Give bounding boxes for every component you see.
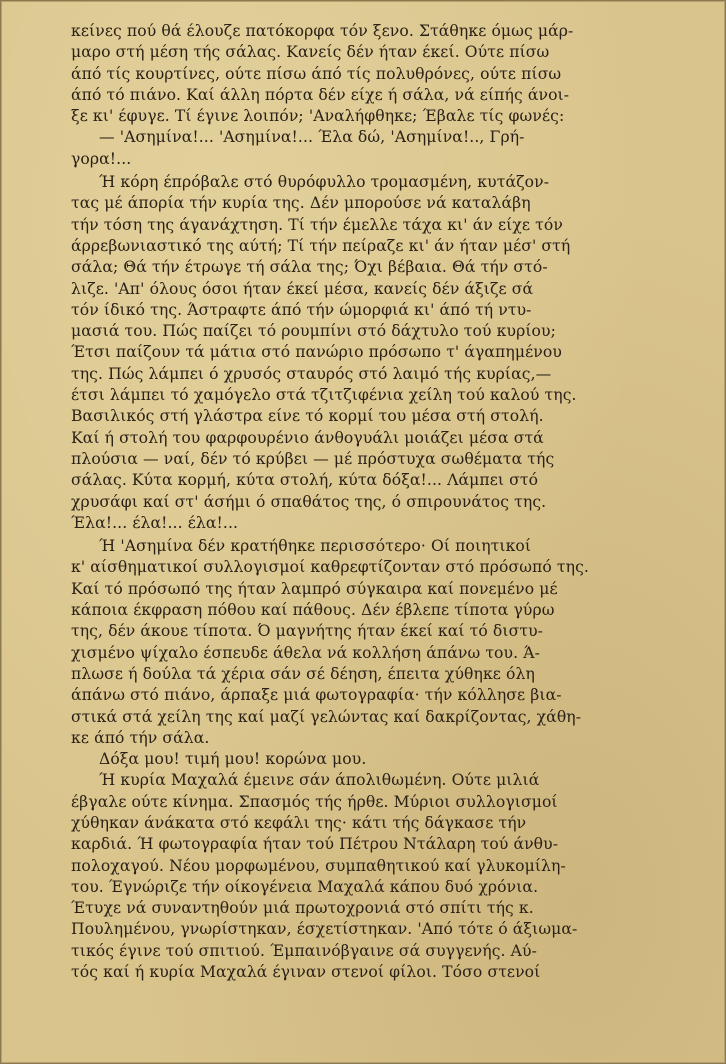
text-line-dialogue: — 'Ασημίνα!... 'Ασημίνα!... Έλα δώ, 'Ασημίνα!.., Γρή- (99, 128, 525, 147)
exclamation-line: Δόξα μου! τιμή μου! κορώνα μου. (99, 750, 367, 769)
text-line: στικά στά χείλη της καί μαζί γελώντας καί δακρίζοντας, χάθη- (71, 707, 582, 726)
text-line: σάλας. Κύτα κορμή, κύτα στολή, κύτα δόξα!... Λάμπει στό (71, 471, 539, 490)
paragraph-start-line: Ή κυρία Μαχαλά έμεινε σάν άπολιθωμένη. Ούτε μιλιά (99, 771, 540, 790)
text-line: πλωσε ή δούλα τά χέρια σάν σέ δέηση, έπειτα χύθηκε όλη (71, 664, 535, 683)
text-line: κάποια έκφραση πόθου καί πάθους. Δέν έβλεπε τίποτα γύρω (71, 601, 555, 620)
text-line: κε άπό τήν σάλα. (71, 728, 210, 747)
text-line: κείνες πού θά έλουζε πατόκορφα τόν ξενο. Στάθηκε όμως μάρ- (71, 22, 574, 40)
text-line: Καί τό πρόσωπό της ήταν λαμπρό σύγκαιρα καί πονεμένο μέ (71, 579, 558, 598)
text-line: Βασιλικός στή γλάστρα είνε τό κορμί του μέσα στή στολή. (71, 407, 544, 426)
text-line: χύθηκαν άνάκατα στό κεφάλι της· κάτι τής δάγκασε τήν (71, 813, 527, 832)
text-line: τός καί ή κυρία Μαχαλά έγιναν στενοί φίλοι. Τόσο στενοί (71, 963, 541, 982)
text-line: άπάνω στό πιάνο, άρπαξε μιά φωτογραφία· τήν κόλλησε βια- (71, 686, 562, 705)
text-line: του. Έγνώριζε τήν οίκογένεια Μαχαλά κάπου δυό χρόνια. (71, 877, 539, 896)
text-line: ξε κι' έφυγε. Τί έγινε λοιπόν; 'Αναλήφθηκε; Έβαλε τίς φωνές: (71, 107, 565, 126)
text-line: Έτυχε νά συναντηθούν μιά πρωτοχρονιά στό σπίτι τής κ. (71, 899, 534, 918)
text-line: τήν τόση της άγανάχτηση. Τί τήν έμελλε τάχα κι' άν είχε τόν (71, 215, 563, 234)
text-line: κ' αίσθηματικοί συλλογισμοί καθρεφτίζονταν στό πρόσωπό της. (71, 558, 589, 577)
paragraph-start-line: Ή κόρη έπρόβαλε στό θυρόφυλλο τρομασμένη, κυτάζον- (99, 173, 550, 192)
text-line: Πουλημένου, γνωρίστηκαν, έσχετίστηκαν. 'Από τότε ό άξιωμα- (71, 920, 578, 939)
book-page (1, 1, 725, 1063)
text-line: μασιά του. Πώς παίζει τό ρουμπίνι στό δάχτυλο τού κυρίου; (71, 322, 556, 341)
text-line: λιζε. 'Απ' όλους όσοι ήταν έκεί μέσα, κανείς δέν άξιζε σά (71, 279, 534, 298)
text-line: γορα!... (71, 149, 132, 168)
text-line: καρδιά. Ή φωτογραφία ήταν τού Πέτρου Ντάλαρη τού άνθυ- (71, 835, 559, 854)
text-line: χισμένο ψίχαλο έσπευδε άθελα νά κολλήση άπάνω του. Ά- (71, 643, 540, 662)
text-line: άπό τίς κουρτίνες, ούτε πίσω άπό τίς πολυθρόνες, ούτε πίσω (71, 64, 562, 83)
text-line: χρυσάφι καί στ' άσήμι ό σπαθάτος της, ό σπιρουνάτος της. (71, 492, 547, 511)
paragraph-start-line: Ή 'Ασημίνα δέν κρατήθηκε περισσότερο· Οί ποιητικοί (99, 537, 532, 556)
page-text (71, 21, 646, 983)
text-line: Έλα!... έλα!... έλα!... (71, 513, 239, 532)
text-line: της. Πώς λάμπει ό χρυσός σταυρός στό λαιμό τής κυρίας,— (71, 364, 552, 383)
text-line: πλούσια — ναί, δέν τό κρύβει — μέ πρόστυχα σωθέματα τής (71, 449, 555, 468)
text-line: μαρο στή μέση τής σάλας. Κανείς δέν ήταν έκεί. Ούτε πίσω (71, 43, 550, 62)
text-line: πολοχαγού. Νέου μορφωμένου, συμπαθητικού καί γλυκομίλη- (71, 856, 566, 875)
text-line: τικός έγινε τού σπιτιού. Έμπαινόβγαινε σά συγγενής. Αύ- (71, 941, 537, 960)
text-line: σάλα; Θά τήν έτρωγε τή σάλα της; Όχι βέβαια. Θά τήν στό- (71, 258, 548, 277)
text-line: άπό τό πιάνο. Καί άλλη πόρτα δέν είχε ή σάλα, νά είπής άνοι- (71, 85, 570, 104)
text-line: τας μέ άπορία τήν κυρία της. Δέν μπορούσε νά καταλάβη (71, 194, 531, 213)
text-line: Καί ή στολή του φαρφουρένιο άνθογυάλι μοιάζει μέσα στά (71, 428, 544, 447)
text-line: έτσι λάμπει τό χαμόγελο στά τζιτζιφένια χείλη τού καλού της. (71, 386, 577, 405)
text-line: της, δέν άκουε τίποτα. Ό μαγνήτης ήταν έκεί καί τό διστυ- (71, 622, 544, 641)
text-line: άρρεβωνιαστικό της αύτή; Τί τήν πείραζε κι' άν ήταν μέσ' στή (71, 236, 571, 255)
text-line: Έτσι παίζουν τά μάτια στό πανώριο πρόσωπο τ' άγαπημένου (71, 343, 562, 362)
text-line: τόν ίδικό της. Άστραφτε άπό τήν ώμορφιά κι' άπό τή ντυ- (71, 300, 532, 319)
text-line: έβγαλε ούτε κίνημα. Σπασμός τής ήρθε. Μύριοι συλλογισμοί (71, 792, 558, 811)
